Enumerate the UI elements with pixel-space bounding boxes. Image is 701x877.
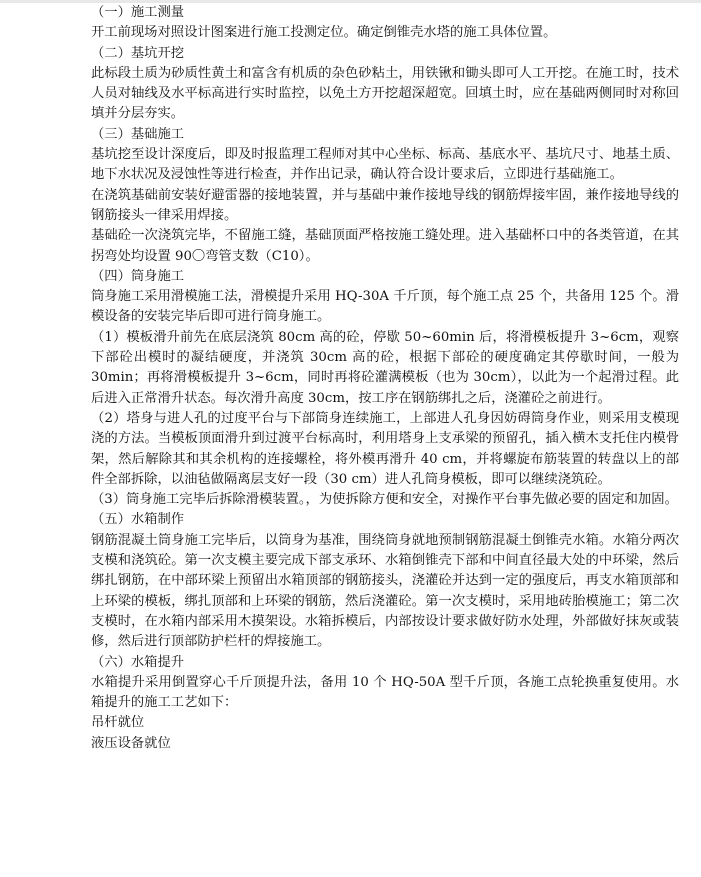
top-divider — [0, 0, 701, 3]
section-heading-excavation: （二）基坑开挖 — [91, 45, 185, 61]
paragraph-foundation-pouring: 基础砼一次浇筑完毕，不留施工缝，基础顶面严格按施工缝处理。进入基础杯口中的各类管道，在其拐弯处均设置 90〇弯管支数（C10）。 — [91, 228, 679, 264]
section-heading-tank-lifting: （六）水箱提升 — [91, 654, 185, 670]
list-item-boom-positioning: 吊杆就位 — [91, 715, 145, 731]
paragraph-shaft-step-3: （3）筒身施工完毕后拆除滑模装置。，为使拆除方便和安全，对操作平台事先做必要的固定和加固。 — [91, 492, 678, 508]
paragraph-tank-lifting: 水箱提升采用倒置穿心千斤顶提升法，备用 10 个 HQ-50A 型千斤顶，各施工点轮换重复使用。水箱提升的施工工艺如下： — [91, 674, 679, 711]
paragraph-excavation: 此标段土质为砂质性黄土和富含有机质的杂色砂粘土，用铁锹和锄头即可人工开挖。在施工时，技术人员对轴线及水平标高进行实时监控，以免土方开挖超深超宽。回填土时，应在基础两侧同时对称回填并分层夯实。 — [91, 65, 679, 122]
paragraph-shaft-step-1: （1）模板滑升前先在底层浇筑 80cm 高的砼，停歇 50~60min 后，将滑模板提升 3~6cm，观察下部砼出模时的凝结硬度，并浇筑 30cm 高的砼，根据下部砼的硬度确定其停歇时间，一般为 30min；再将滑模板提升 3~6cm，同时再将砼灌满模板（也为 30cm），以此为一个起滑过程。此后进入正常滑升状态。每次滑升高度 30cm，按工序在钢筋绑扎之后，浇灌砼之前进行。 — [91, 329, 679, 406]
section-heading-survey: （一）施工测量 — [91, 5, 185, 20]
list-item-hydraulic-positioning: 液压设备就位 — [91, 735, 171, 751]
paragraph-foundation-grounding: 在浇筑基础前安装好避雷器的接地装置，并与基础中兼作接地导线的钢筋焊接牢固，兼作接地导线的钢筋接头一律采用焊接。 — [91, 187, 679, 223]
paragraph-foundation-inspection: 基坑挖至设计深度后，即及时报监理工程师对其中心坐标、标高、基底水平、基坑尺寸、地基土质、地下水状况及浸蚀性等进行检查，并作出记录，确认符合设计要求后，立即进行基础施工。 — [91, 147, 679, 183]
paragraph-survey: 开工前现场对照设计图案进行施工投测定位。确定倒锥壳水塔的施工具体位置。 — [91, 25, 557, 41]
section-heading-foundation: （三）基础施工 — [91, 126, 185, 142]
paragraph-tank-fabrication: 钢筋混凝土筒身施工完毕后，以筒身为基准，围绕筒身就地预制钢筋混凝土倒锥壳水箱。水箱分两次支模和浇筑砼。第一次支模主要完成下部支承环、水箱倒锥壳下部和中间直径最大处的中环梁，然后绑扎钢筋，在中部环梁上预留出水箱顶部的钢筋接头，浇灌砼并达到一定的强度后，再支水箱顶部和上环梁的模板，绑扎顶部和上环梁的钢筋，然后浇灌砼。第一次支模时，采用地砖胎模施工；第二次支模时，在水箱内部采用木摸架设。水箱拆模后，内部按设计要求做好防水处理，外部做好抹灰或装修，然后进行顶部防护栏杆的焊接施工。 — [91, 532, 679, 650]
section-heading-shaft: （四）筒身施工 — [91, 268, 185, 284]
paragraph-shaft-step-2: （2）塔身与进人孔的过度平台与下部筒身连续施工，上部进人孔身因妨碍筒身作业，则采用支模现浇的方法。当模板顶面滑升到过渡平台标高时，利用塔身上支承梁的预留孔，插入横木支托住内模骨架，然后解除其和其余机构的连接螺栓，将外模再滑升 40 cm，并将螺旋布筋装置的转盘以上的部件全部拆除，以油毡做隔离层支好一段（30 cm）进人孔筒身模板，即可以继续浇筑砼。 — [91, 410, 679, 487]
paragraph-shaft-method: 筒身施工采用滑模施工法，滑模提升采用 HQ-30A 千斤顶，每个施工点 25 个，共备用 125 个。滑模设备的安装完毕后即可进行筒身施工。 — [91, 289, 679, 325]
section-heading-tank-fabrication: （五）水箱制作 — [91, 512, 185, 528]
